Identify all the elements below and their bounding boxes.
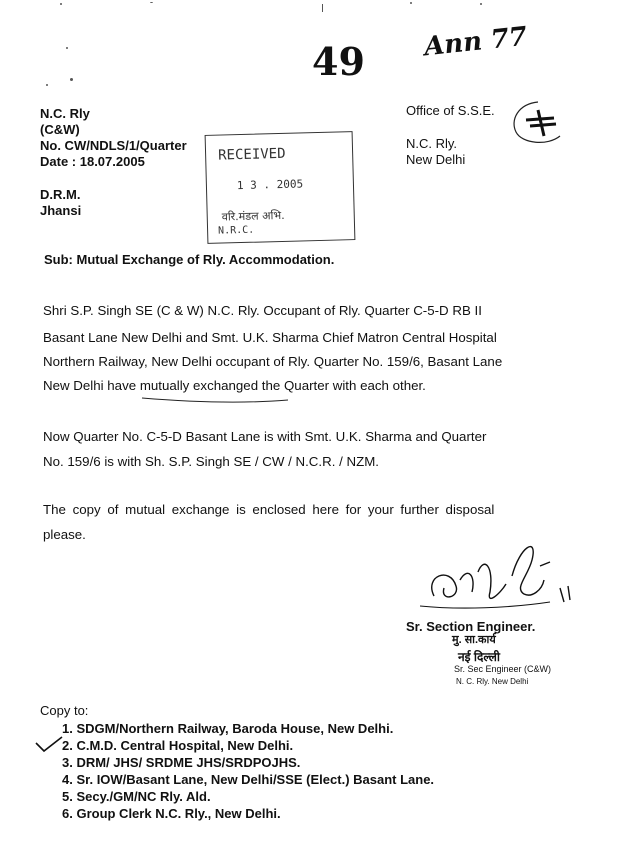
paragraph-line: No. 159/6 is with Sh. S.P. Singh SE / CW / N.C.R. / NZM. [43, 454, 379, 469]
received-stamp [205, 131, 356, 244]
paragraph-line: Now Quarter No. C-5-D Basant Lane is with Smt. U.K. Sharma and Quarter [43, 429, 487, 444]
sender-dept: (C&W) [40, 122, 80, 137]
pen-underline [140, 394, 290, 406]
list-item: 1. SDGM/Northern Railway, Baroda House, New Delhi. [62, 721, 394, 736]
list-item: 4. Sr. IOW/Basant Lane, New Delhi/SSE (Elect.) Basant Lane. [62, 772, 435, 787]
recipient-location: Jhansi [40, 203, 82, 218]
list-item: 6. Group Clerk N.C. Rly., New Delhi. [62, 806, 281, 821]
office-location: New Delhi [406, 152, 466, 167]
paragraph-line: Northern Railway, New Delhi occupant of Rly. Quarter No. 159/6, Basant Lane [43, 354, 503, 369]
list-item: 2. C.M.D. Central Hospital, New Delhi. [62, 738, 294, 753]
office-title: Office of S.S.E. [406, 103, 495, 118]
copy-to-list [40, 720, 434, 822]
recipient-title: D.R.M. [40, 187, 81, 202]
paragraph-line: Shri S.P. Singh SE (C & W) N.C. Rly. Occupant of Rly. Quarter C-5-D RB II [43, 303, 482, 318]
reference-number: No. CW/NDLS/1/Quarter [40, 138, 187, 153]
official-seal [446, 632, 596, 688]
handwritten-initials-mark [508, 96, 566, 148]
stamp-footer: N.R.C. [217, 224, 255, 237]
paragraph-line: Basant Lane New Delhi and Smt. U.K. Sharma Chief Matron Central Hospital [43, 330, 497, 345]
handwritten-page-number: 49 [312, 39, 365, 84]
seal-line: मु. सा.कार्य [452, 634, 496, 646]
paragraph-line: please. [43, 527, 86, 542]
handwritten-signature [420, 536, 580, 620]
subject-line: Sub: Mutual Exchange of Rly. Accommodation. [44, 252, 335, 267]
signatory-title: Sr. Section Engineer. [406, 619, 536, 634]
seal-line: Sr. Sec Engineer (C&W) [454, 664, 552, 674]
paragraph-line: New Delhi have mutually exchanged the Quarter with each other. [43, 378, 426, 393]
tick-mark-icon [34, 735, 64, 755]
seal-line: N. C. Rly. New Delhi [456, 677, 529, 686]
stamp-hindi: वरि.मंडल अभि. [221, 208, 285, 224]
seal-line: नई दिल्ली [458, 650, 501, 664]
scan-artifacts [0, 0, 621, 12]
stamp-title: RECEIVED [217, 145, 286, 164]
handwritten-annotation: Ann 77 [422, 21, 529, 63]
copy-to-heading: Copy to: [40, 703, 89, 718]
letter-date: Date : 18.07.2005 [40, 154, 145, 169]
office-org: N.C. Rly. [406, 136, 458, 151]
sender-org: N.C. Rly [40, 106, 90, 121]
paragraph-line: The copy of mutual exchange is enclosed here for your further disposal [43, 502, 495, 517]
list-item: 5. Secy./GM/NC Rly. Ald. [62, 789, 211, 804]
list-item: 3. DRM/ JHS/ SRDME JHS/SRDPOJHS. [62, 755, 301, 770]
stamp-date: 1 3 . 2005 [236, 177, 304, 193]
